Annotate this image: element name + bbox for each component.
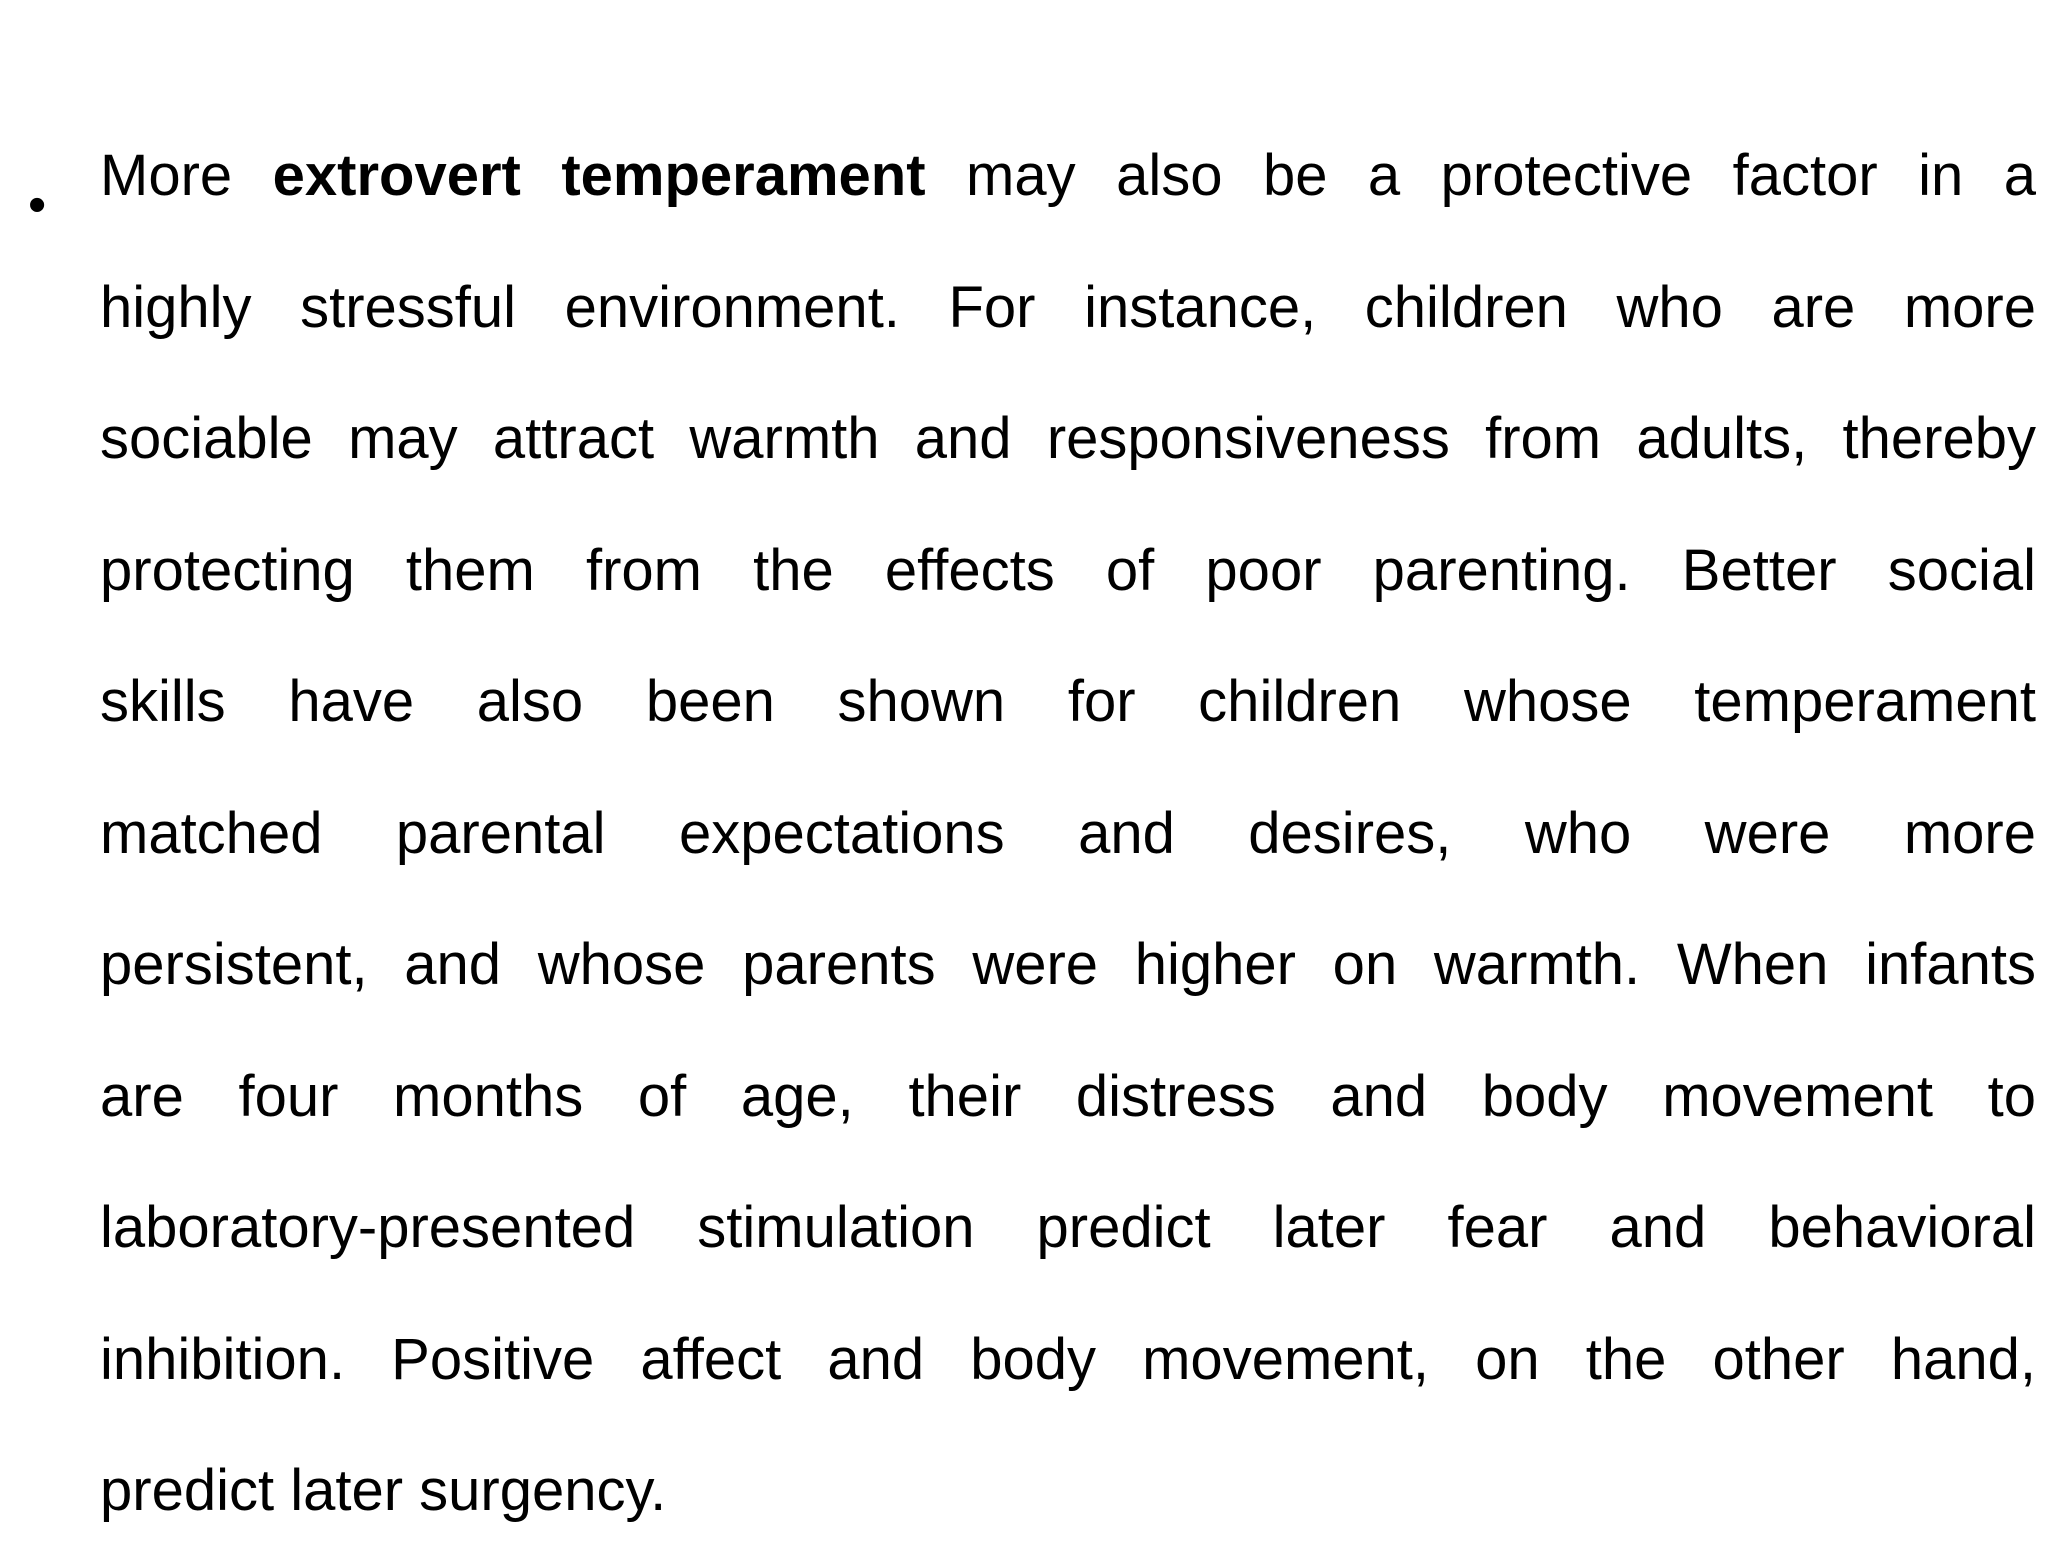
paragraph-line: laboratory-presented stimulation predict later fear and behavioral [100,1195,2036,1260]
paragraph-line: are four months of age, their distress and body movement to [100,1063,2036,1129]
paragraph-line: sociable may attract warmth and responsiveness from adults, thereby [100,406,2036,471]
paragraph-line: protecting them from the effects of poor parenting. Better social [100,537,2036,603]
line-text-post: may also be a protective factor in a [925,143,2036,208]
paragraph-line: matched parental expectations and desires, who were more [100,800,2036,866]
line-text-pre: More [100,143,273,208]
bullet-point: • [28,176,47,234]
paragraph-line: inhibition. Positive affect and body movement, on the other hand, [100,1326,2036,1392]
bold-term: extrovert temperament [272,143,926,208]
body-paragraph [100,110,2036,1557]
paragraph-line: persistent, and whose parents were higher on warmth. When infants [100,932,2036,997]
paragraph-line [100,110,2036,242]
paragraph-line: skills have also been shown for children whose temperament [100,669,2036,734]
paragraph-line: predict later surgency. [100,1458,667,1523]
paragraph-line: highly stressful environment. For instance, children who are more [100,274,2036,340]
